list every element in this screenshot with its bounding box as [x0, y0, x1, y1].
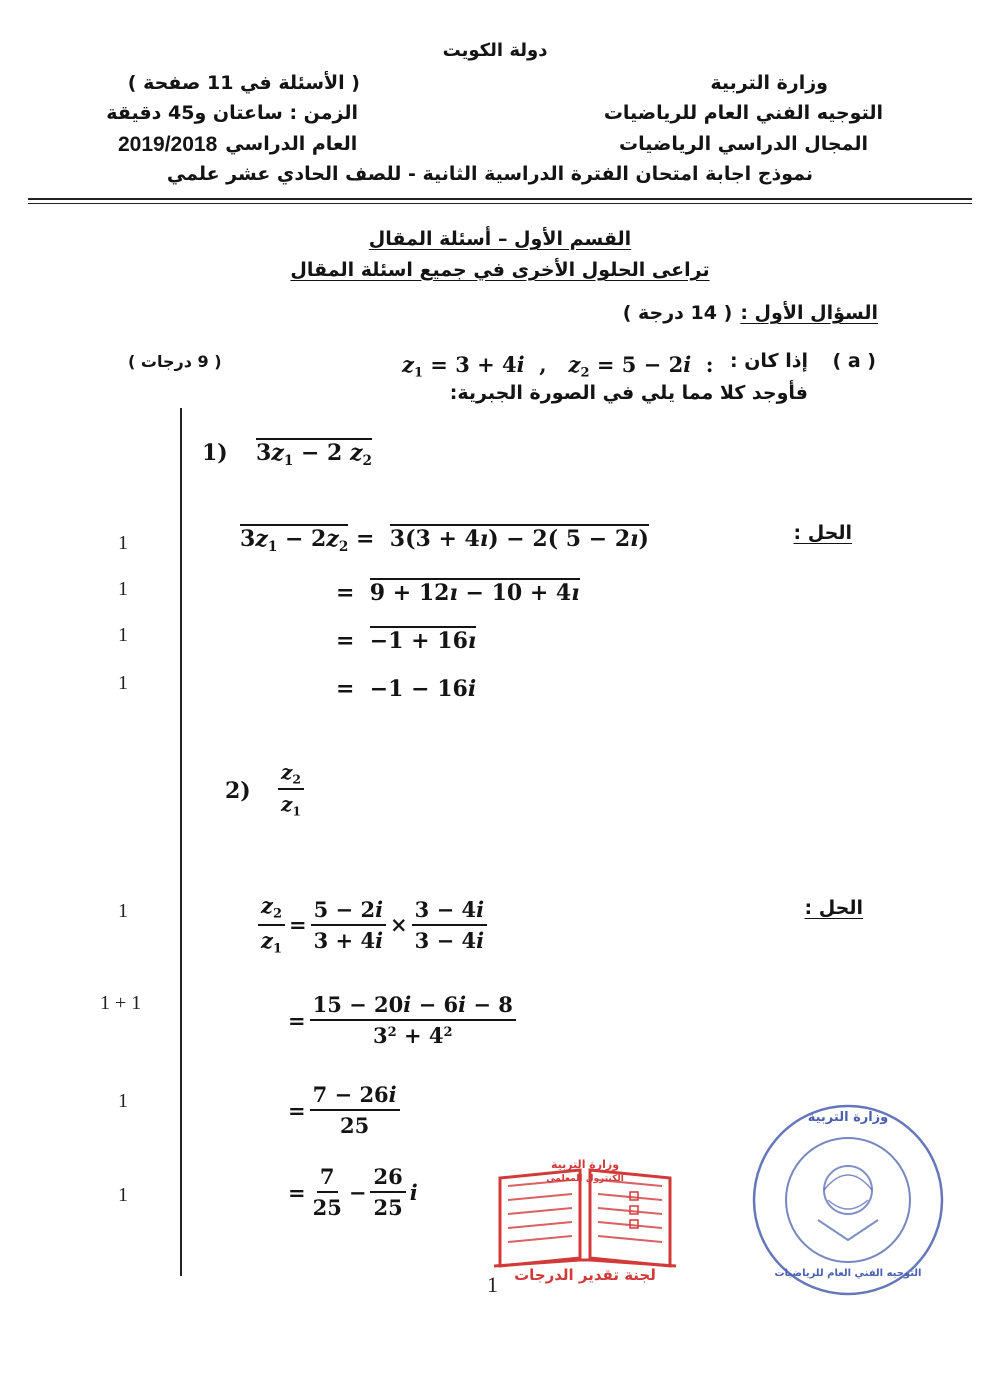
item1-step3: = −1 + 16ı: [336, 628, 477, 654]
solution-label-1: الحل :: [793, 522, 852, 544]
question1-points: ( 14 درجة ): [622, 302, 733, 324]
item2-expression: $\frac{z_2}{z_1}$: [278, 760, 304, 819]
instruction-text: فأوجد كلا مما يلي في الصورة الجبرية:: [449, 382, 808, 404]
item1-expression: $3z_1 - 2$ $z_2$: [256, 440, 372, 469]
part-a-label: ( a ): [832, 350, 876, 372]
red-stamp-sub-text: الكنترول المعلمي: [546, 1174, 624, 1184]
academic-year: [118, 133, 358, 157]
model-title: نموذج اجابة امتحان الفترة الدراسية الثانية - للصف الحادي عشر علمي: [166, 163, 813, 185]
department-name: التوجيه الفني العام للرياضيات: [603, 102, 883, 124]
country-name: دولة الكويت: [442, 40, 548, 61]
blue-ministry-stamp: [748, 1100, 948, 1300]
item1-step1: $3z_1 - 2z_2 = 3(3$ + 4ı) − 2( 5 − 2ı): [240, 526, 649, 555]
red-stamp-bottom-text: لجنة تقدير الدرجات: [514, 1266, 656, 1284]
item2-step3: = $\frac{7 - 26i}{25}$: [288, 1082, 400, 1138]
mark-4: 1: [118, 672, 128, 694]
subject-field: المجال الدراسي الرياضيات: [619, 133, 868, 155]
item2-number: 2): [225, 778, 251, 804]
mark-2: 1: [118, 578, 128, 600]
mark-3: 1: [118, 624, 128, 646]
mark-5: 1: [118, 900, 128, 922]
section-title: القسم الأول – أسئلة المقال: [368, 228, 632, 250]
given-values: $z_1 = 3 + 4i$ , $z_2 = 5 - 2i$ :: [402, 352, 714, 381]
blue-stamp-bottom-text: التوجيه الفني العام للرياضيات: [774, 1268, 922, 1279]
blue-stamp-top-text: وزارة التربية: [807, 1110, 889, 1125]
given-text: إذا كان :: [729, 350, 808, 372]
page-number: 1: [487, 1272, 498, 1297]
mark-8: 1: [118, 1184, 128, 1206]
mark-1: 1: [118, 532, 128, 554]
red-committee-stamp: [480, 1148, 690, 1288]
pages-count: ( الأسئلة في 11 صفحة ): [127, 72, 360, 94]
year-label: العام الدراسي: [225, 133, 358, 155]
red-stamp-top-text: وزارة التربية: [550, 1158, 620, 1171]
section-note: تراعى الحلول الأخرى في جميع اسئلة المقال: [290, 259, 710, 281]
item2-step2: = $\frac{15 - 20i - 6i - 8}{3^2 + 4^2}$: [288, 992, 516, 1048]
header-divider-top: [28, 198, 972, 200]
question1-header: [623, 302, 878, 324]
question1-title: السؤال الأول :: [740, 302, 878, 324]
year-value: 2019/2018: [118, 133, 218, 156]
item1-step4: = −1 − 16i: [336, 676, 477, 702]
item2-step1: $\frac{z_2}{z_1}$ = $\frac{5 - 2i}{3 + 4i}$ × $\frac{3 - 4i}{3 - 4i}$: [258, 893, 487, 956]
item1-number: 1): [202, 440, 228, 466]
item1-step2: = 9 + 12ı − 10 + 4ı: [336, 580, 580, 606]
item2-step4: = $\frac{7}{25}$ − $\frac{26}{25}$ i: [288, 1164, 418, 1220]
mark-6: 1 + 1: [100, 992, 142, 1014]
exam-time: الزمن : ساعتان و45 دقيقة: [106, 102, 358, 124]
solution-label-2: الحل :: [804, 897, 863, 919]
part-points: ( 9 درجات ): [128, 352, 222, 371]
ministry-name: وزارة التربية: [710, 72, 828, 94]
header-divider-bottom: [28, 203, 972, 204]
marks-margin-line: [180, 408, 182, 1276]
mark-7: 1: [118, 1090, 128, 1112]
